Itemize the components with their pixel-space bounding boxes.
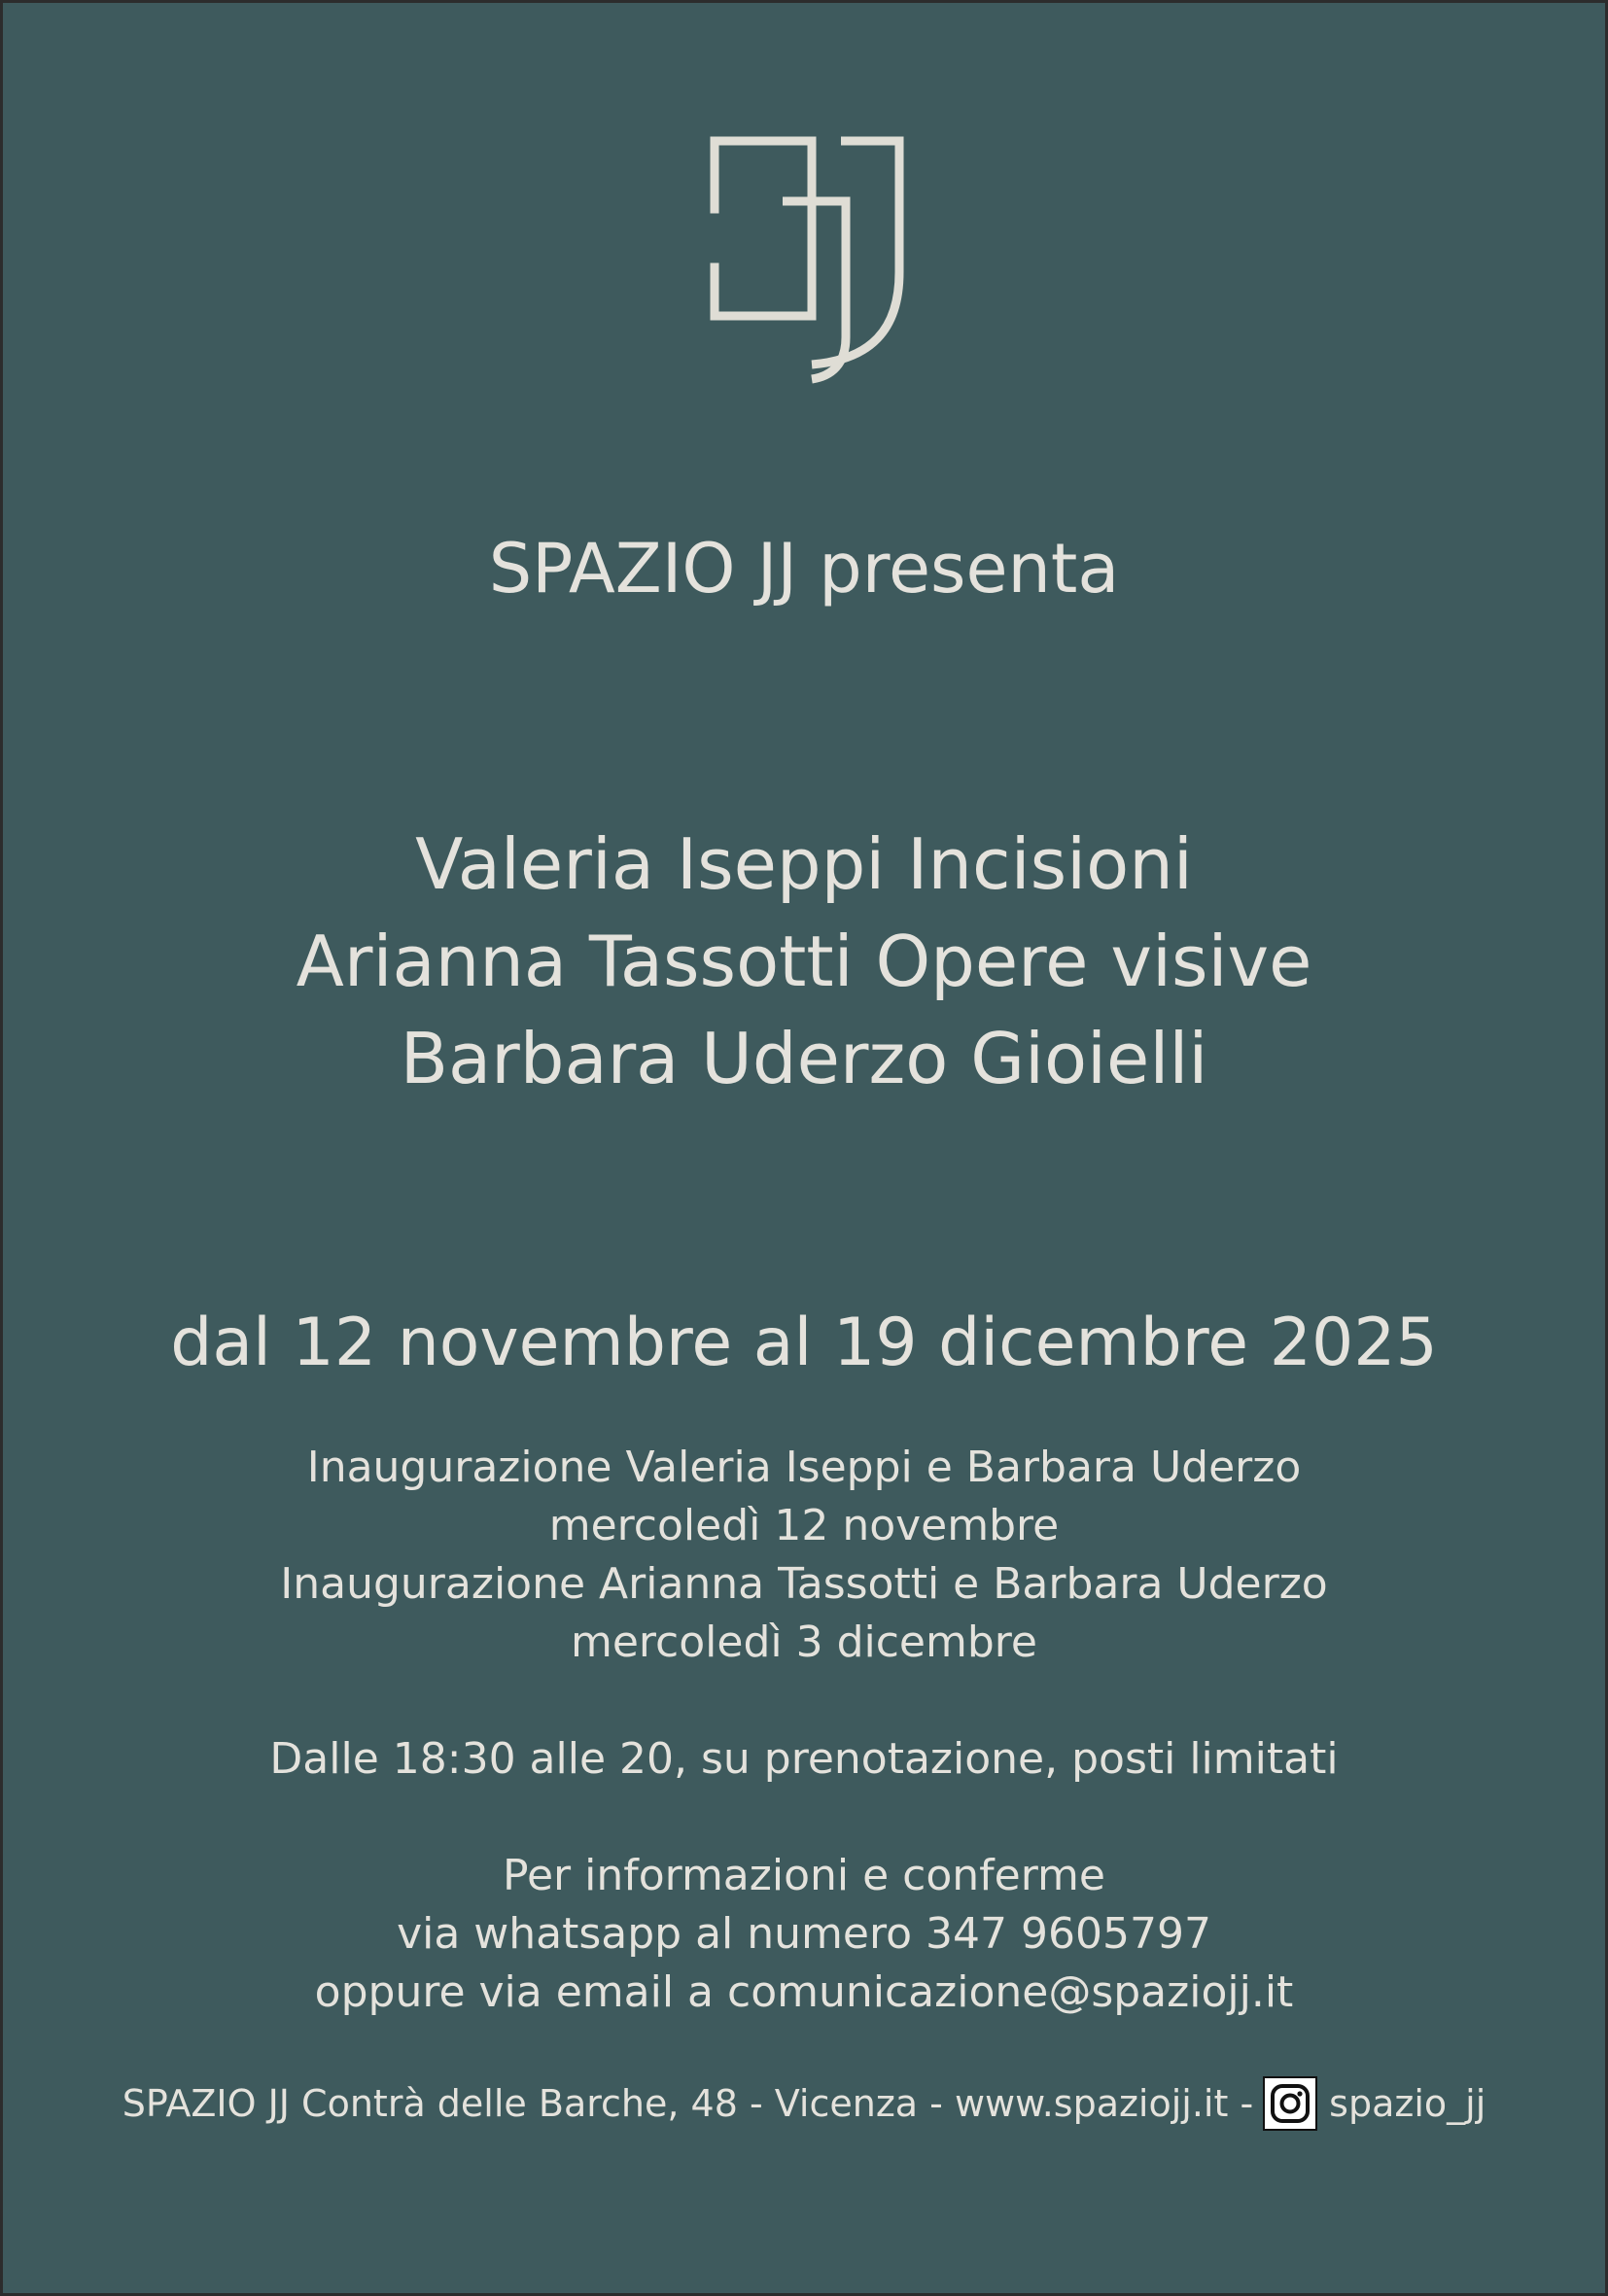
hours-line: Dalle 18:30 alle 20, su prenotazione, posti limitati — [269, 1734, 1339, 1784]
instagram-icon[interactable] — [1263, 2076, 1317, 2131]
exhibition-dates: dal 12 novembre al 19 dicembre 2025 — [170, 1305, 1438, 1381]
footer-address: SPAZIO JJ Contrà delle Barche, 48 - Vicenza - www.spaziojj.it - — [122, 2082, 1254, 2125]
opening-line: mercoledì 12 novembre — [548, 1501, 1060, 1550]
contact-line: oppure via email a comunicazione@spaziojj.it — [314, 1967, 1294, 2017]
opening-line: Inaugurazione Arianna Tassotti e Barbara Uderzo — [280, 1559, 1328, 1609]
artist-line: Barbara Uderzo Gioielli — [400, 1018, 1208, 1099]
presenter-line: SPAZIO JJ presenta — [488, 529, 1120, 609]
artist-line: Valeria Iseppi Incisioni — [415, 823, 1193, 905]
contact-line: Per informazioni e conferme — [503, 1851, 1105, 1900]
footer — [0, 2076, 1608, 2131]
contact-line: via whatsapp al numero 347 9605797 — [397, 1909, 1211, 1959]
opening-line: mercoledì 3 dicembre — [571, 1618, 1037, 1667]
opening-line: Inaugurazione Valeria Iseppi e Barbara Uderzo — [306, 1443, 1302, 1492]
spazio-jj-logo — [642, 122, 972, 413]
artist-line: Arianna Tassotti Opere visive — [296, 921, 1312, 1002]
instagram-handle[interactable]: spazio_jj — [1329, 2082, 1486, 2125]
